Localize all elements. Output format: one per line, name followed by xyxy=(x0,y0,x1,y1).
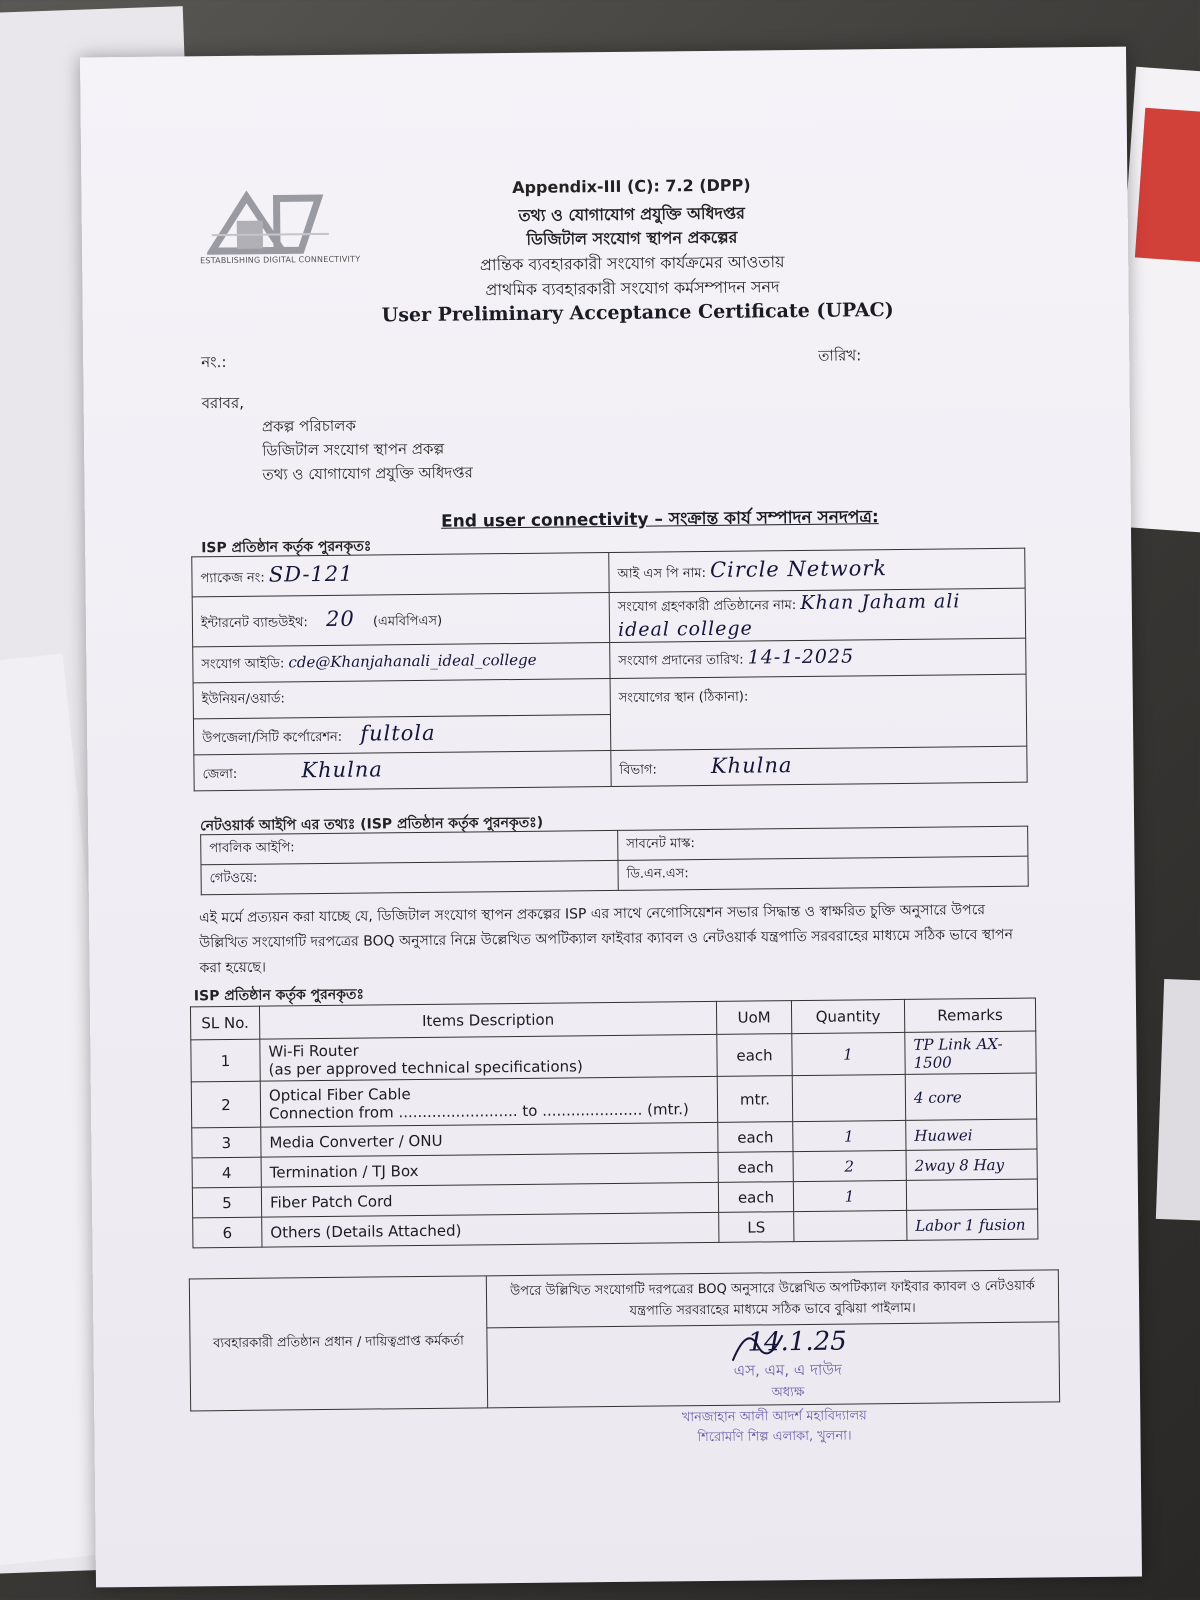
background-red-paper xyxy=(1135,108,1200,263)
row-remarks: TP Link AX-1500 xyxy=(905,1031,1036,1074)
package-label: প্যাকেজ নং: xyxy=(200,570,265,587)
acceptance-table xyxy=(189,1269,1060,1411)
upazila-cell xyxy=(193,715,610,755)
row-description: Media Converter / ONU xyxy=(261,1122,718,1157)
signature-date: 14.1.25 xyxy=(747,1326,847,1358)
row-sl: 1 xyxy=(191,1039,260,1082)
items-table xyxy=(190,998,1038,1249)
edc-logo-icon xyxy=(206,190,337,263)
dns-label: ডি.এন.এস: xyxy=(626,866,689,882)
district-label: জেলা: xyxy=(202,766,238,783)
row-quantity: 2 xyxy=(793,1150,906,1181)
header-uom: UoM xyxy=(716,1001,791,1035)
location-cell xyxy=(610,674,1027,750)
stamp-title: অধ্যক্ষ xyxy=(771,1385,805,1401)
header-line-1: তথ্য ও যোগাযোগ প্রযুক্তি অধিদপ্তর xyxy=(518,203,745,225)
row-description: Termination / TJ Box xyxy=(261,1152,718,1187)
row-quantity: 1 xyxy=(793,1180,906,1211)
gateway-cell xyxy=(201,860,618,894)
row-uom: LS xyxy=(719,1212,794,1243)
dns-cell xyxy=(618,856,1028,890)
address-to: বরাবর, xyxy=(201,393,245,413)
address-line-1: প্রকল্প পরিচালক xyxy=(261,416,356,436)
row-quantity: 1 xyxy=(792,1032,905,1075)
row-remarks xyxy=(906,1179,1037,1210)
row-description-sub: (as per approved technical specifications) xyxy=(268,1056,583,1079)
row-remarks: 2way 8 Hay xyxy=(906,1149,1037,1180)
stamp-address: শিরোমণি শিল্প এলাকা, খুলনা। xyxy=(697,1428,852,1446)
package-cell xyxy=(192,553,609,597)
connection-date-value: 14-1-2025 xyxy=(747,645,855,669)
header-line-4: প্রাথমিক ব্যবহারকারী সংযোগ কর্মসম্পাদন সনদ xyxy=(485,277,780,300)
row-sl: 2 xyxy=(191,1081,260,1128)
acceptance-statement: উপরে উল্লিখিত সংযোগটি দরপত্রের BOQ অনুসারে উল্লেখিত অপটিক্যাল ফাইবার ক্যাবল ও নেটওয়ার্ক যন্ত্রপাতি সরবরাহের মাধ্যমে সঠিক ভাবে বুঝিয়া পাইলাম। xyxy=(486,1270,1059,1328)
header-quantity: Quantity xyxy=(791,999,904,1033)
row-description-sub: Connection from ......................... to ..................... (mtr.) xyxy=(268,1099,689,1123)
row-description-main: Wi-Fi Router xyxy=(268,1041,359,1061)
isp-name-cell xyxy=(609,548,1025,592)
logo-text: ESTABLISHING DIGITAL CONNECTIVITY xyxy=(200,254,361,266)
signature-cell xyxy=(487,1322,1060,1408)
row-quantity xyxy=(794,1210,907,1241)
division-label: বিভাগ: xyxy=(619,762,657,778)
header-line-2: ডিজিটাল সংযোগ স্থাপন প্রকল্পের xyxy=(526,227,738,249)
location-label: সংযোগের স্থান (ঠিকানা): xyxy=(618,689,749,706)
package-value: SD-121 xyxy=(268,561,354,587)
document-title: User Preliminary Acceptance Certificate (UPAC) xyxy=(381,299,894,327)
district-cell xyxy=(194,750,611,790)
row-remarks: Huawei xyxy=(906,1119,1037,1150)
district-value: Khulna xyxy=(301,757,384,783)
organization-label: সংযোগ গ্রহণকারী প্রতিষ্ঠানের নাম: xyxy=(617,598,797,615)
row-uom: each xyxy=(717,1034,792,1077)
bandwidth-unit: (এমবিপিএস) xyxy=(372,613,443,630)
upazila-value: fultola xyxy=(360,720,436,746)
connection-id-cell xyxy=(193,643,610,683)
header-description: Items Description xyxy=(259,1001,716,1039)
organization-cell xyxy=(609,588,1026,642)
organization-value-2: ideal college xyxy=(617,617,753,641)
isp-name-value: Circle Network xyxy=(709,556,888,582)
appendix-label: Appendix-III (C): 7.2 (DPP) xyxy=(512,175,751,197)
subnet-label: সাবনেট মাস্ক: xyxy=(626,836,695,852)
certificate-document xyxy=(80,47,1142,1588)
address-line-2: ডিজিটাল সংযোগ স্থাপন প্রকল্প xyxy=(262,439,445,460)
network-info-title: নেটওয়ার্ক আইপি এর তথ্যঃ (ISP প্রতিষ্ঠান কর্তৃক পুরনকৃতঃ) xyxy=(199,814,544,835)
union-label: ইউনিয়ন/ওয়ার্ড: xyxy=(201,691,285,708)
section-title: End user connectivity – সংক্রান্ত কার্য সম্পাদন সনদপত্র: xyxy=(440,507,879,532)
row-remarks: 4 core xyxy=(905,1073,1036,1120)
row-description: Fiber Patch Cord xyxy=(261,1182,718,1217)
certification-paragraph: এই মর্মে প্রত্যয়ন করা যাচ্ছে যে, ডিজিটাল সংযোগ স্থাপন প্রকল্পের ISP এর সাথে নেগোসিয়েশন সভার সিদ্ধান্ত ও স্বাক্ষরিত চুক্তি অনুসারে উপরে উল্লিখিত সংযোগটি দরপত্রের BOQ অনুসারে নিম্নে উল্লেখিত অপটিক্যাল ফাইবার ক্যাবল ও নেটওয়ার্ক যন্ত্রপাতি সরবরাহের মাধ্যমে সঠিক ভাবে স্থাপন করা হয়েছে। xyxy=(198,902,1014,977)
connection-date-cell xyxy=(610,638,1026,678)
division-value: Khulna xyxy=(710,753,793,778)
row-sl: 6 xyxy=(193,1217,262,1248)
public-ip-cell xyxy=(201,830,618,864)
isp-name-label: আই এস পি নাম: xyxy=(617,565,707,582)
gateway-label: গেটওয়ে: xyxy=(209,870,258,887)
row-remarks: Labor 1 fusion xyxy=(907,1209,1038,1240)
acceptance-officer-label: ব্যবহারকারী প্রতিষ্ঠান প্রধান / দায়িত্বপ্রাপ্ত কর্মকর্তা xyxy=(189,1276,487,1411)
isp-fill-label: ISP প্রতিষ্ঠান কর্তৃক পুরনকৃতঃ xyxy=(201,538,372,557)
row-sl: 3 xyxy=(192,1127,261,1158)
row-quantity: 1 xyxy=(793,1120,906,1151)
bandwidth-label: ইন্টারনেট ব্যান্ডউইথ: xyxy=(200,615,308,632)
union-cell xyxy=(193,679,610,719)
organization-value-1: Khan Jaham ali xyxy=(800,590,961,615)
stamp-name: এস, এম, এ দাউদ xyxy=(733,1360,842,1380)
connection-id-value: cde@Khanjahanali_ideal_college xyxy=(288,650,537,671)
connection-date-label: সংযোগ প্রদানের তারিখ: xyxy=(618,652,744,669)
stamp-institution: খানজাহান আলী আদর্শ মহাবিদ্যালয় xyxy=(681,1408,867,1426)
row-sl: 5 xyxy=(192,1187,261,1218)
row-description: Others (Details Attached) xyxy=(262,1212,719,1247)
header-remarks: Remarks xyxy=(904,998,1035,1032)
row-uom: each xyxy=(718,1122,793,1153)
row-sl: 4 xyxy=(192,1157,261,1188)
division-cell xyxy=(611,746,1027,786)
network-ip-table xyxy=(200,826,1029,896)
row-description xyxy=(260,1076,717,1127)
subnet-cell xyxy=(618,826,1028,860)
row-uom: mtr. xyxy=(717,1076,792,1123)
row-uom: each xyxy=(718,1152,793,1183)
connection-details-table xyxy=(191,548,1027,792)
header-line-3: প্রান্তিক ব্যবহারকারী সংযোগ কার্যক্রমের আওতায় xyxy=(479,252,785,275)
public-ip-label: পাবলিক আইপি: xyxy=(209,840,295,857)
bandwidth-value: 20 xyxy=(325,606,355,631)
date-label: তারিখ: xyxy=(818,346,862,365)
address-line-3: তথ্য ও যোগাযোগ প্রযুক্তি অধিদপ্তর xyxy=(262,463,473,484)
connection-id-label: সংযোগ আইডি: xyxy=(201,655,285,672)
items-fill-label: ISP প্রতিষ্ঠান কর্তৃক পুরনকৃতঃ xyxy=(193,986,365,1005)
row-quantity xyxy=(792,1074,905,1121)
row-description-main: Optical Fiber Cable xyxy=(268,1084,411,1105)
bandwidth-cell xyxy=(192,593,610,647)
row-description xyxy=(260,1034,717,1081)
background-paper-right-lower xyxy=(1156,979,1200,1221)
row-uom: each xyxy=(718,1182,793,1213)
header-sl: SL No. xyxy=(190,1006,259,1040)
upazila-label: উপজেলা/সিটি কর্পোরেশন: xyxy=(202,729,343,747)
number-label: নং.: xyxy=(201,353,227,372)
